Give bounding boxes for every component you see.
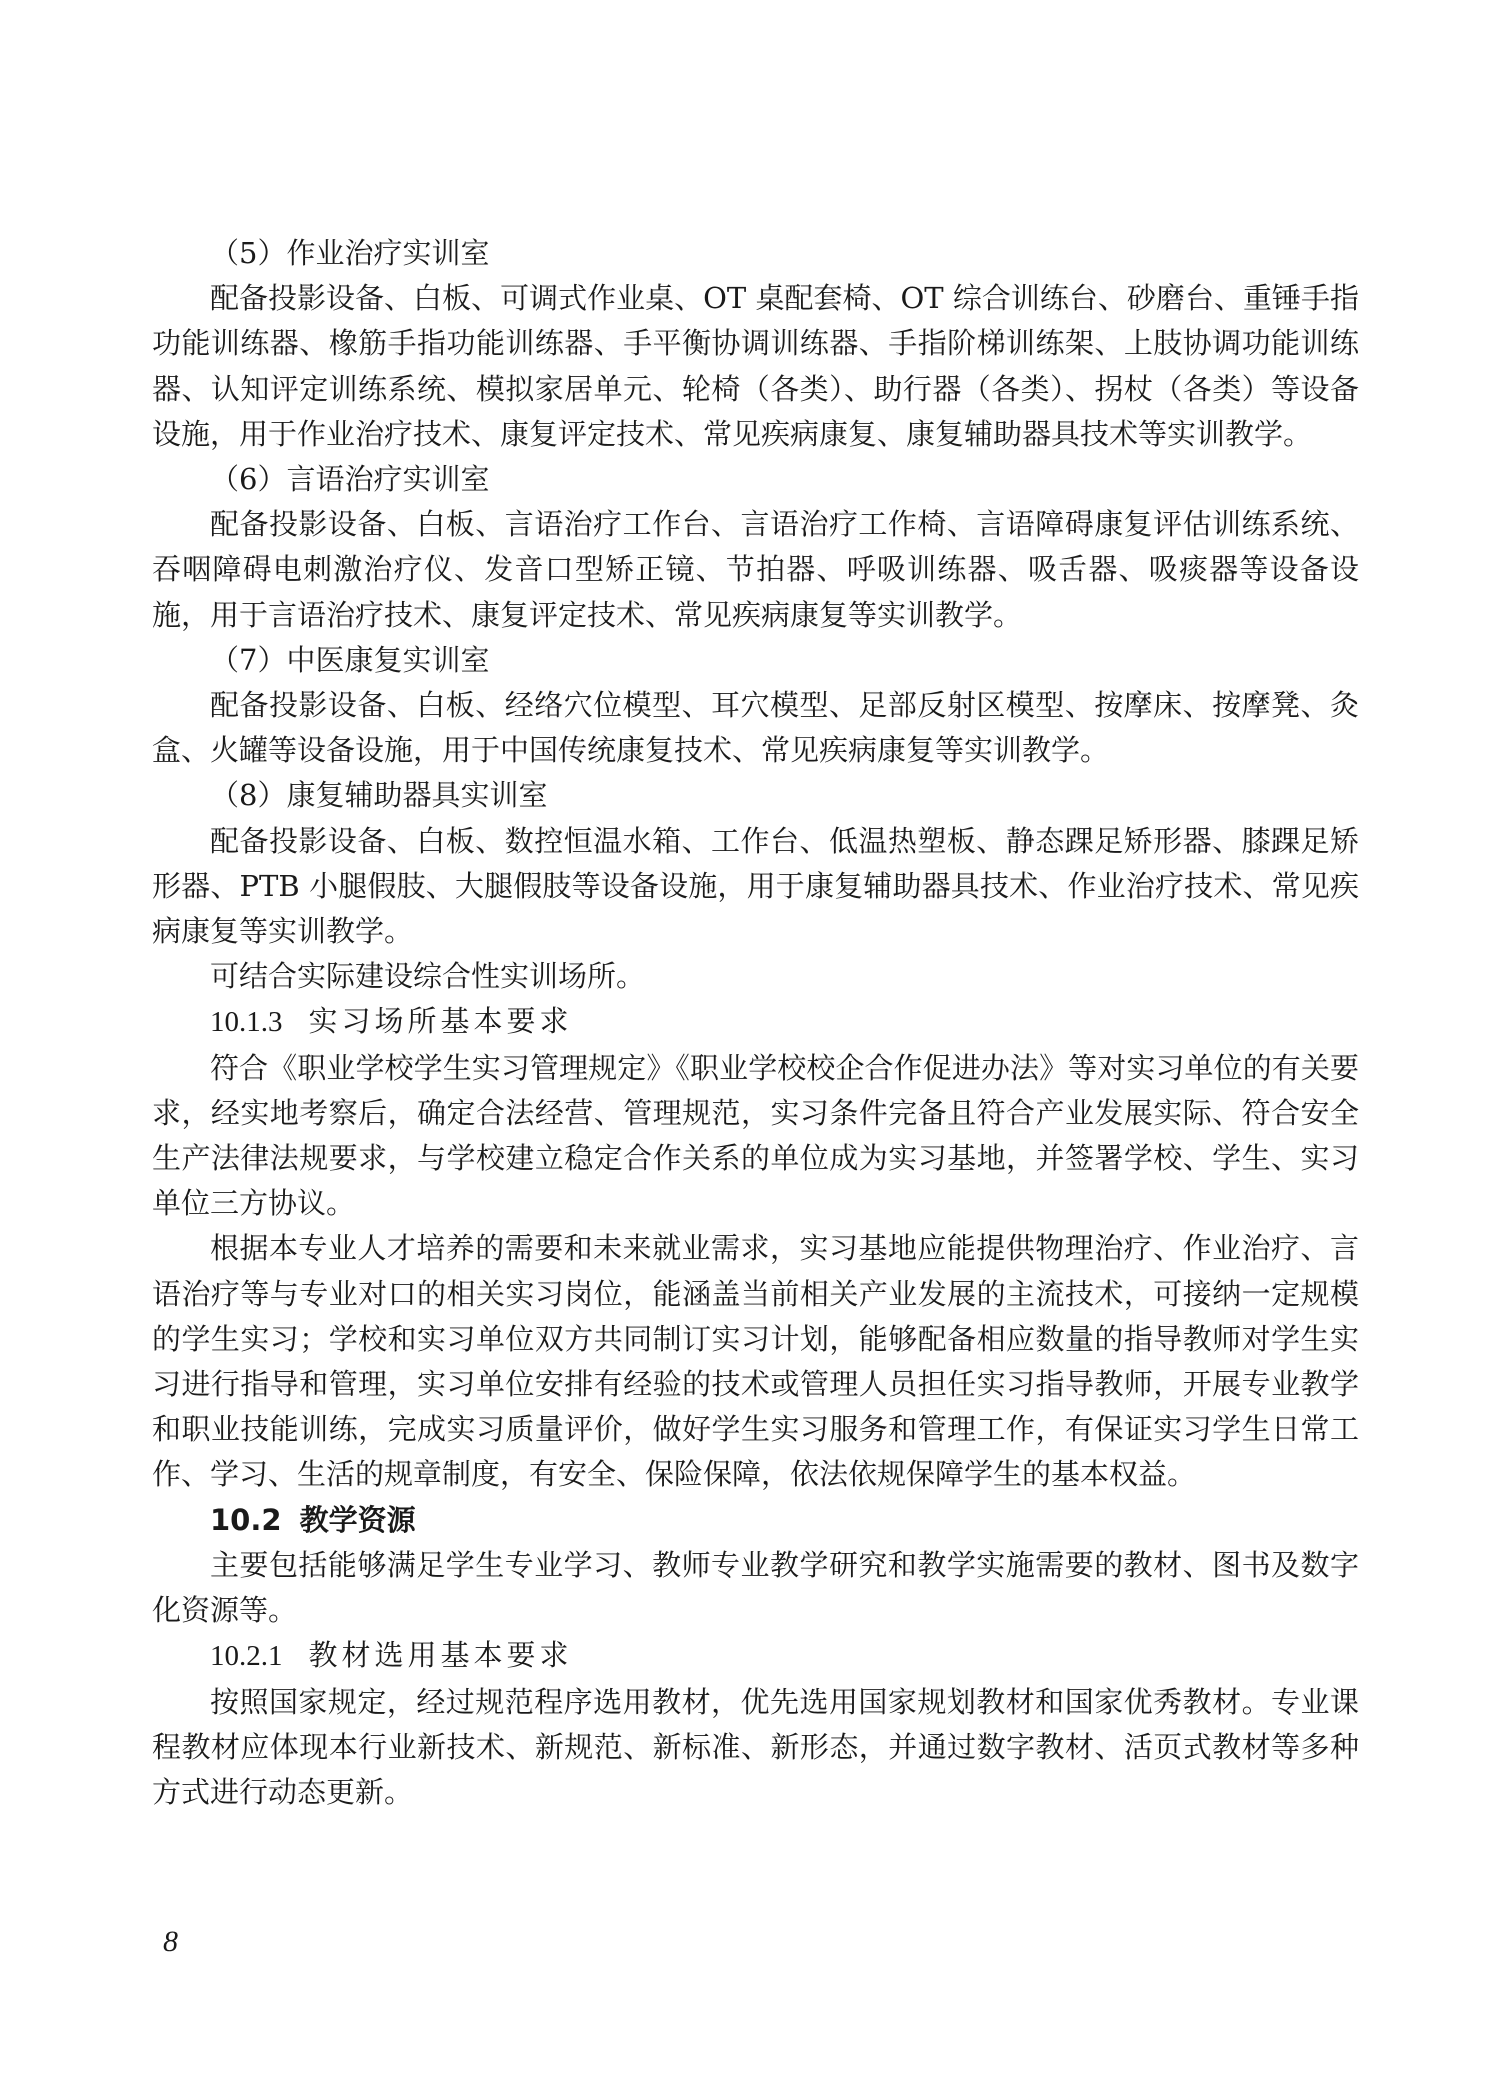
section-title: 教学资源	[299, 1502, 416, 1537]
section-heading-teaching-resources	[152, 1498, 1359, 1543]
section-number: 10.2	[210, 1502, 282, 1537]
paragraph-textbook-selection: 按照国家规定，经过规范程序选用教材，优先选用国家规划教材和国家优秀教材。专业课程教材应体现本行业新技术、新规范、新标准、新形态，并通过数字教材、活页式教材等多种方式进行动态更新。	[152, 1684, 1359, 1809]
paragraph-internship-rules: 符合《职业学校学生实习管理规定》《职业学校校企合作促进办法》等对实习单位的有关要求，经实地考察后，确定合法经营、管理规范，实习条件完备且符合产业发展实际、符合安全生产法律法规要求，与学校建立稳定合作关系的单位成为实习基地，并签署学校、学生、实习单位三方协议。	[152, 1050, 1359, 1221]
paragraph-assistive-lab: 配备投影设备、白板、数控恒温水箱、工作台、低温热塑板、静态踝足矫形器、膝踝足矫形器、PTB 小腿假肢、大腿假肢等设备设施，用于康复辅助器具技术、作业治疗技术、常见疾病康复等实训教学。	[152, 823, 1359, 949]
paragraph-speech-lab: 配备投影设备、白板、言语治疗工作台、言语治疗工作椅、言语障碍康复评估训练系统、吞咽障碍电刺激治疗仪、发音口型矫正镜、节拍器、呼吸训练器、吸舌器、吸痰器等设备设施，用于言语治疗技术、康复评定技术、常见疾病康复等实训教学。	[152, 507, 1359, 632]
paragraph-tcm-lab: 配备投影设备、白板、经络穴位模型、耳穴模型、足部反射区模型、按摩床、按摩凳、灸盒、火罐等设备设施，用于中国传统康复技术、常见疾病康复等实训教学。	[152, 688, 1359, 768]
page-body	[152, 231, 1359, 1815]
paragraph-internship-base: 根据本专业人才培养的需要和未来就业需求，实习基地应能提供物理治疗、作业治疗、言语治疗等与专业对口的相关实习岗位，能涵盖当前相关产业发展的主流技术，可接纳一定规模的学生实习；学校和实习单位双方共同制订实习计划，能够配备相应数量的指导教师对学生实习进行指导和管理，实习单位安排有经验的技术或管理人员担任实习指导教师，开展专业教学和职业技能训练，完成实习质量评价，做好学生实习服务和管理工作，有保证实习学生日常工作、学习、生活的规章制度，有安全、保险保障，依法依规保障学生的基本权益。	[152, 1231, 1359, 1492]
paragraph-comprehensive-site: 可结合实际建设综合性实训场所。	[210, 959, 646, 994]
subsection-number: 10.1.3	[210, 1006, 283, 1039]
subsection-title: 教材选用基本要求	[308, 1638, 573, 1673]
subsection-number: 10.2.1	[210, 1640, 283, 1673]
item-heading-tcm-lab: （7）中医康复实训室	[210, 642, 490, 677]
item-heading-ot-lab: （5）作业治疗实训室	[210, 236, 490, 270]
paragraph-ot-lab: 配备投影设备、白板、可调式作业桌、OT 桌配套椅、OT 综合训练台、砂磨台、重锤手指功能训练器、橡筋手指功能训练器、手平衡协调训练器、手指阶梯训练架、上肢协调功能训练器、认知评定训练系统、模拟家居单元、轮椅（各类）、助行器（各类）、拐杖（各类）等设备设施，用于作业治疗技术、康复评定技术、常见疾病康复、康复辅助器具技术等实训教学。	[152, 281, 1359, 451]
subsection-title: 实习场所基本要求	[308, 1004, 573, 1039]
page-number: 8	[163, 1925, 178, 1958]
item-heading-speech-lab: （6）言语治疗实训室	[210, 462, 490, 497]
item-heading-assistive-lab: （8）康复辅助器具实训室	[210, 778, 548, 813]
paragraph-resources-overview: 主要包括能够满足学生专业学习、教师专业教学研究和教学实施需要的教材、图书及数字化资源等。	[152, 1547, 1359, 1628]
subsection-heading-internship-site	[152, 999, 1359, 1045]
subsection-heading-textbook-selection	[152, 1633, 1359, 1679]
